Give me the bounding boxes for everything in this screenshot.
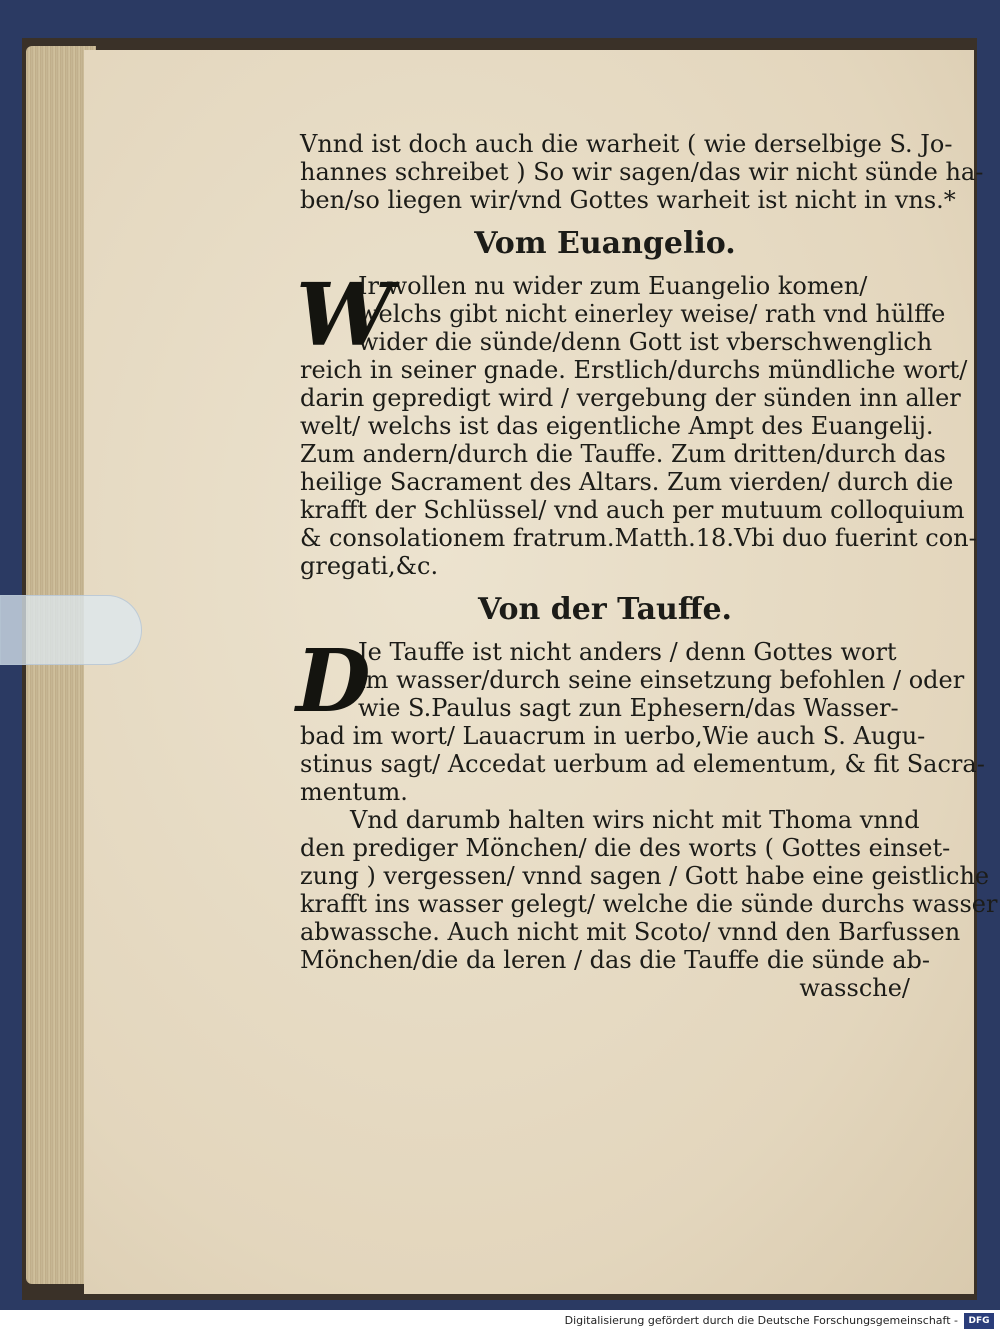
- page-marker-tab: [0, 595, 142, 665]
- text-line: gregati,&c.: [300, 552, 439, 580]
- text-line: hannes schreibet ) So wir sagen/das wir nicht sünde ha-: [300, 158, 984, 186]
- text-line: & consolationem fratrum.Matth.18.Vbi duo fuerint con-: [300, 524, 977, 552]
- text-line: bad im wort/ Lauacrum in uerbo,Wie auch S. Augu-: [300, 722, 926, 750]
- text-line: Vnnd ist doch auch die warheit ( wie derselbige S. Jo-: [300, 130, 953, 158]
- paragraph-euangelio: [296, 265, 977, 580]
- section-heading-euangelio: Vom Euangelio.: [474, 226, 736, 261]
- text-line: darin gepredigt wird / vergebung der sünden inn aller: [300, 384, 961, 412]
- text-line: Mönchen/die da leren / das die Tauffe die sünde ab-: [300, 946, 931, 974]
- text-line: zung ) vergessen/ vnnd sagen / Gott habe eine geistliche: [300, 862, 990, 890]
- catchword: wassche/: [799, 974, 910, 1002]
- text-line: Vnd darumb halten wirs nicht mit Thoma vnnd: [350, 806, 920, 834]
- text-line: Ir wollen nu wider zum Euangelio komen/: [358, 272, 868, 300]
- page-text: [296, 130, 998, 1002]
- text-line: welt/ welchs ist das eigentliche Ampt des Euangelij.: [300, 412, 934, 440]
- text-line: im wasser/durch seine einsetzung befohlen / oder: [358, 666, 965, 694]
- text-line: Zum andern/durch die Tauffe. Zum dritten/durch das: [300, 440, 946, 468]
- drop-capital-w: W: [296, 265, 393, 366]
- text-line: wider die sünde/denn Gott ist vberschwenglich: [358, 328, 933, 356]
- text-line: den prediger Mönchen/ die des worts ( Gottes einset-: [300, 834, 951, 862]
- text-line: krafft ins wasser gelegt/ welche die sünde durchs wasser: [300, 890, 998, 918]
- footer-credit: Digitalisierung gefördert durch die Deutsche Forschungsgemeinschaft -: [564, 1314, 958, 1327]
- dfg-logo: DFG: [964, 1313, 994, 1329]
- drop-capital-d: D: [296, 631, 371, 732]
- paragraph-tauffe: [296, 631, 985, 806]
- text-line: heilige Sacrament des Altars. Zum vierden/ durch die: [300, 468, 954, 496]
- text-line: Je Tauffe ist nicht anders / denn Gottes wort: [358, 638, 897, 666]
- text-line: welchs gibt nicht einerley weise/ rath vnd hülffe: [358, 300, 946, 328]
- section-heading-tauffe: Von der Tauffe.: [478, 592, 732, 627]
- text-line: stinus sagt/ Accedat uerbum ad elementum, & fit Sacra-: [300, 750, 985, 778]
- text-line: ben/so liegen wir/vnd Gottes warheit ist nicht in vns.*: [300, 186, 956, 214]
- footer-bar: [0, 1310, 1000, 1334]
- text-line: reich in seiner gnade. Erstlich/durchs mündliche wort/: [300, 356, 968, 384]
- text-line: wie S.Paulus sagt zun Ephesern/das Wasser-: [358, 694, 899, 722]
- text-line: abwassche. Auch nicht mit Scoto/ vnnd den Barfussen: [300, 918, 961, 946]
- text-line: krafft der Schlüssel/ vnd auch per mutuum colloquium: [300, 496, 965, 524]
- text-line: mentum.: [300, 778, 408, 806]
